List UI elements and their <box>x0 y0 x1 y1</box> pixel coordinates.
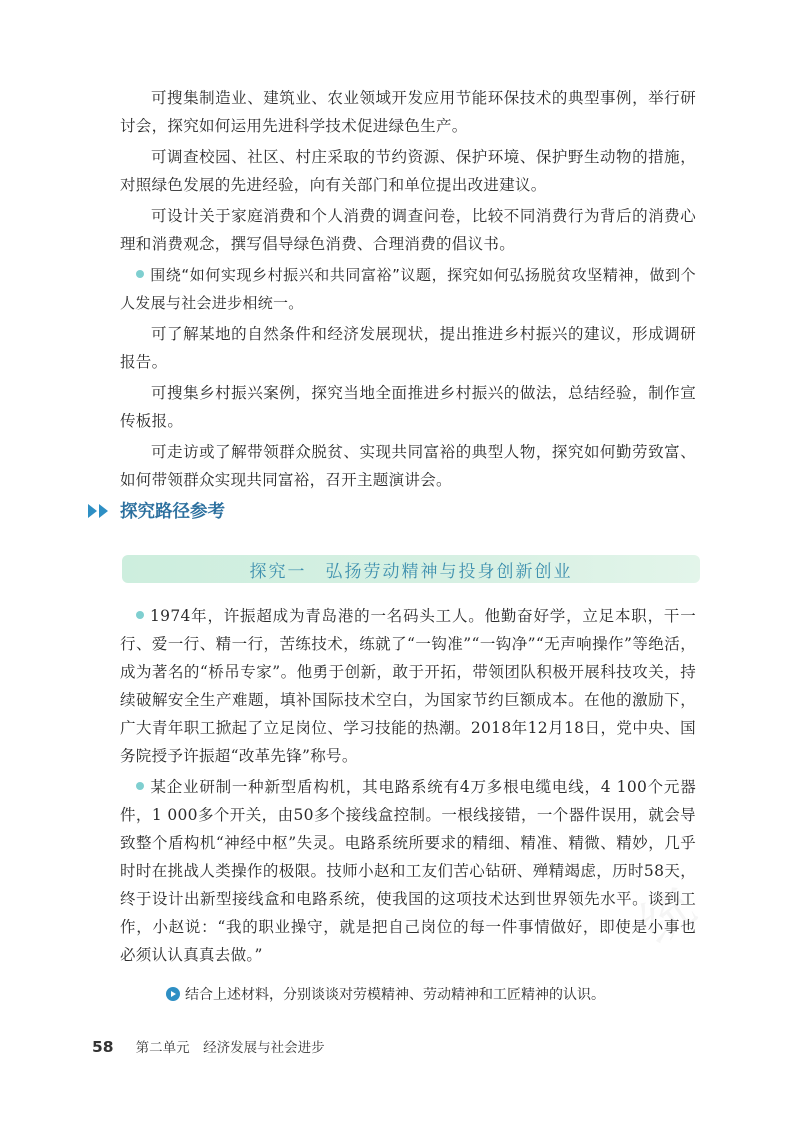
section-heading <box>88 498 225 523</box>
intro-paragraph-2: 可调查校园、社区、村庄采取的节约资源、保护环境、保护野生动物的措施，对照绿色发展的先进经验，向有关部门和单位提出改进建议。 <box>120 148 696 194</box>
unit-title: 第二单元 经济发展与社会进步 <box>135 1040 325 1056</box>
inquiry-banner-title: 探究一 弘扬劳动精神与投身创新创业 <box>249 561 573 582</box>
page-number: 58 <box>92 1038 114 1056</box>
double-arrow-icon <box>88 504 108 518</box>
material-text-2: 某企业研制一种新型盾构机，其电路系统有4万多根电缆电线，4 100个元器件，1 000多个开关，由50多个接线盒控制。一根线接错，一个器件误用，就会导致整个盾构机“神经中枢”失灵。电路系统所要求的精细、精准、精微、精妙，几乎时时在挑战人类操作的极限。技师小赵和工友们苦心钻研、殚精竭虑，历时58天，终于设计出新型接线盒和电路系统，使我国的这项技术达到世界领先水平。谈到工作，小赵说：“我的职业操守，就是把自己岗位的每一件事情做好，即使是小事也必须认认真真去做。” <box>120 778 696 964</box>
topic-bullet-paragraph <box>120 261 696 317</box>
bullet-dot-icon <box>136 270 144 278</box>
bullet-dot-icon <box>136 611 144 619</box>
material-text-1: 1974年，许振超成为青岛港的一名码头工人。他勤奋好学，立足本职，干一行、爱一行、精一行，苦练技术，练就了“一钩准”“一钩净”“无声响操作”等绝活，成为著名的“桥吊专家”。他勇于创新，敢于开拓，带领团队积极开展科技攻关，持续破解安全生产难题，填补国际技术空白，为国家节约巨额成本。在他的激励下，广大青年职工掀起了立足岗位、学习技能的热潮。2018年12月18日，党中央、国务院授予许振超“改革先锋”称号。 <box>120 607 696 765</box>
topic-paragraph-2: 可搜集乡村振兴案例，探究当地全面推进乡村振兴的做法，总结经验，制作宣传板报。 <box>120 384 696 430</box>
topic-bullet-text: 围绕“如何实现乡村振兴和共同富裕”议题，探究如何弘扬脱贫攻坚精神，做到个人发展与社会进步相统一。 <box>120 266 696 312</box>
inquiry-banner <box>122 555 700 583</box>
topic-paragraph-3: 可走访或了解带领群众脱贫、实现共同富裕的典型人物，探究如何勤劳致富、如何带领群众实现共同富裕，召开主题演讲会。 <box>120 443 696 489</box>
material-paragraph-2 <box>120 773 696 969</box>
section-heading-text: 探究路径参考 <box>120 502 225 522</box>
intro-paragraph-1: 可搜集制造业、建筑业、农业领域开发应用节能环保技术的典型事例，举行研讨会，探究如何运用先进科学技术促进绿色生产。 <box>120 89 696 135</box>
intro-block <box>120 84 696 497</box>
bullet-dot-icon <box>136 782 144 790</box>
discussion-question <box>166 984 605 1004</box>
materials-block <box>120 602 696 972</box>
play-circle-icon <box>166 987 180 1001</box>
discussion-question-text: 结合上述材料，分别谈谈对劳模精神、劳动精神和工匠精神的认识。 <box>185 987 605 1003</box>
topic-paragraph-1: 可了解某地的自然条件和经济发展现状，提出推进乡村振兴的建议，形成调研报告。 <box>120 325 696 371</box>
page-footer <box>92 1036 325 1056</box>
material-paragraph-1 <box>120 602 696 770</box>
intro-paragraph-3: 可设计关于家庭消费和个人消费的调查问卷，比较不同消费行为背后的消费心理和消费观念，撰写倡导绿色消费、合理消费的倡议书。 <box>120 207 696 253</box>
